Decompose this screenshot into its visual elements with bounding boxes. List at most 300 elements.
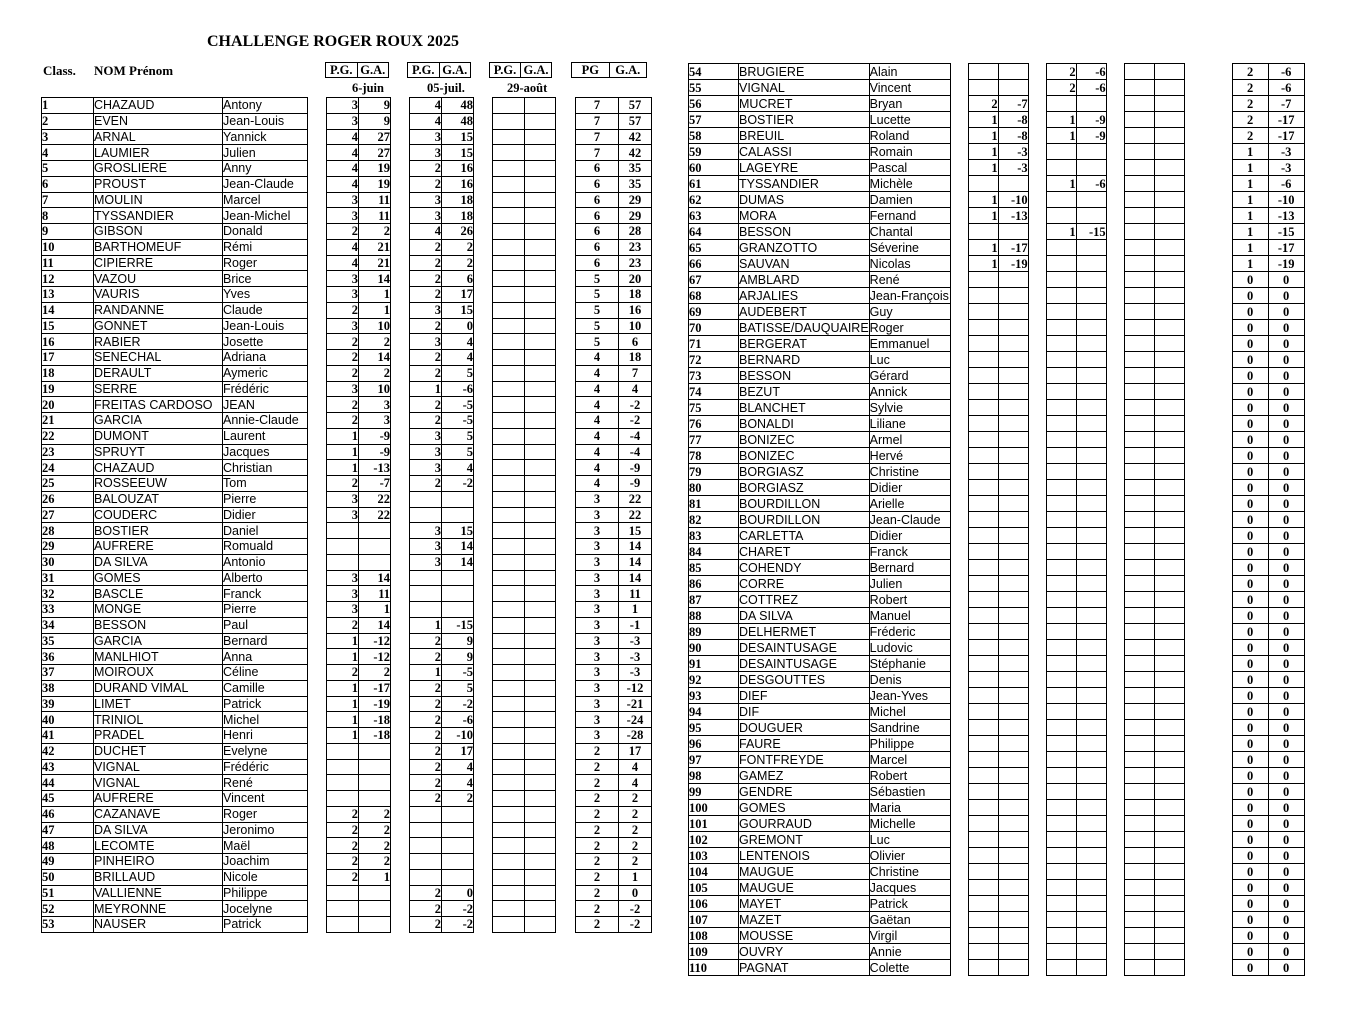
surname-cell: AUFRERE xyxy=(94,539,223,555)
ga3-cell xyxy=(1154,960,1184,976)
spacer xyxy=(474,318,493,334)
spacer xyxy=(950,736,968,752)
pg1-cell: 4 xyxy=(327,145,359,161)
ga-total-cell: 0 xyxy=(1268,832,1304,848)
rank-cell: 94 xyxy=(689,704,739,720)
spacer xyxy=(1106,944,1124,960)
spacer xyxy=(1028,816,1046,832)
pg2-cell: 2 xyxy=(410,350,442,366)
spacer xyxy=(391,791,410,807)
ga3-cell xyxy=(525,854,556,870)
firstname-cell: Paul xyxy=(223,617,308,633)
surname-cell: GIBSON xyxy=(94,224,223,240)
spacer xyxy=(391,570,410,586)
firstname-cell: Sandrine xyxy=(869,720,950,736)
ga-total-header: G.A. xyxy=(609,63,647,77)
ga3-cell xyxy=(1154,672,1184,688)
spacer xyxy=(556,381,576,397)
spacer xyxy=(950,544,968,560)
table-row xyxy=(42,806,652,822)
ga2-cell xyxy=(1076,160,1106,176)
pg-total-cell: 3 xyxy=(576,570,619,586)
surname-cell: MONGE xyxy=(94,602,223,618)
ga3-cell xyxy=(525,397,556,413)
pg1-cell xyxy=(327,759,359,775)
firstname-cell: Robert xyxy=(869,768,950,784)
spacer xyxy=(950,448,968,464)
table-row xyxy=(689,336,1305,352)
table-row xyxy=(689,592,1305,608)
spacer xyxy=(1028,720,1046,736)
pg2-cell: 3 xyxy=(410,145,442,161)
spacer xyxy=(950,816,968,832)
ga-header: G.A. xyxy=(357,63,389,77)
spacer xyxy=(950,336,968,352)
pg3-cell xyxy=(1124,800,1154,816)
spacer xyxy=(1106,112,1124,128)
pg1-cell xyxy=(968,512,998,528)
spacer xyxy=(1106,560,1124,576)
table-row xyxy=(42,381,652,397)
spacer xyxy=(950,192,968,208)
ga-total-cell: 18 xyxy=(619,287,652,303)
ga1-cell xyxy=(998,608,1028,624)
spacer xyxy=(474,381,493,397)
rank-cell: 51 xyxy=(42,885,94,901)
ga1-cell: -3 xyxy=(998,160,1028,176)
ga-total-cell: 0 xyxy=(1268,672,1304,688)
pg3-cell xyxy=(1124,816,1154,832)
ga1-cell xyxy=(998,816,1028,832)
pg-total-cell: 5 xyxy=(576,302,619,318)
surname-cell: LENTENOIS xyxy=(739,848,870,864)
pg1-cell xyxy=(968,320,998,336)
ga3-cell xyxy=(1154,304,1184,320)
pg2-cell: 3 xyxy=(410,192,442,208)
spacer xyxy=(1028,784,1046,800)
pg1-cell xyxy=(968,560,998,576)
ga-total-cell: -7 xyxy=(1268,96,1304,112)
pg-total-cell: 7 xyxy=(576,98,619,114)
ga1-cell xyxy=(359,743,391,759)
firstname-cell: Stéphanie xyxy=(869,656,950,672)
spacer xyxy=(308,491,327,507)
table-row xyxy=(689,272,1305,288)
pg-total-cell: 0 xyxy=(1232,528,1268,544)
ga-total-cell: 0 xyxy=(1268,384,1304,400)
pg-total-cell: 0 xyxy=(1232,592,1268,608)
spacer xyxy=(556,413,576,429)
spacer xyxy=(1028,80,1046,96)
spacer xyxy=(1106,160,1124,176)
ga-total-cell: 22 xyxy=(619,491,652,507)
spacer xyxy=(474,428,493,444)
ga2-cell xyxy=(442,491,474,507)
rank-cell: 12 xyxy=(42,271,94,287)
spacer xyxy=(1184,896,1232,912)
pg1-cell: 2 xyxy=(327,806,359,822)
table-row xyxy=(689,464,1305,480)
table-row xyxy=(42,239,652,255)
spacer xyxy=(950,288,968,304)
pg-total-cell: 3 xyxy=(576,728,619,744)
pg3-cell xyxy=(493,901,525,917)
rank-cell: 27 xyxy=(42,507,94,523)
surname-cell: FAURE xyxy=(739,736,870,752)
spacer xyxy=(474,539,493,555)
rank-cell: 107 xyxy=(689,912,739,928)
pg1-cell xyxy=(968,480,998,496)
ga2-cell xyxy=(1076,688,1106,704)
ga3-cell xyxy=(525,869,556,885)
ga-total-cell: 14 xyxy=(619,554,652,570)
spacer xyxy=(391,129,410,145)
spacer xyxy=(308,271,327,287)
pg-total-cell: 1 xyxy=(1232,192,1268,208)
pg2-cell: 1 xyxy=(1046,128,1076,144)
ga-total-cell: 18 xyxy=(619,350,652,366)
pg1-cell: 2 xyxy=(327,869,359,885)
ga-total-cell: 0 xyxy=(1268,368,1304,384)
spacer xyxy=(474,712,493,728)
pg3-cell xyxy=(1124,176,1154,192)
firstname-cell: Bernard xyxy=(223,633,308,649)
pg-total-cell: 0 xyxy=(1232,352,1268,368)
ga-total-cell: 6 xyxy=(619,334,652,350)
ga-header: G.A. xyxy=(439,63,471,77)
rank-cell: 20 xyxy=(42,397,94,413)
spacer xyxy=(474,460,493,476)
spacer xyxy=(391,460,410,476)
table-row xyxy=(42,649,652,665)
pg1-cell xyxy=(327,523,359,539)
spacer xyxy=(556,539,576,555)
spacer xyxy=(1184,464,1232,480)
pg1-cell xyxy=(968,832,998,848)
surname-cell: MAZET xyxy=(739,912,870,928)
firstname-cell: Christian xyxy=(223,460,308,476)
pg-total-cell: 0 xyxy=(1232,480,1268,496)
pg2-cell xyxy=(410,570,442,586)
surname-cell: CHAZAUD xyxy=(94,460,223,476)
rank-cell: 97 xyxy=(689,752,739,768)
pg2-cell xyxy=(1046,816,1076,832)
firstname-cell: Jean-Michel xyxy=(223,208,308,224)
firstname-cell: Pierre xyxy=(223,491,308,507)
ga2-cell xyxy=(1076,544,1106,560)
spacer xyxy=(1106,480,1124,496)
spacer xyxy=(474,176,493,192)
spacer xyxy=(1028,272,1046,288)
pg2-cell xyxy=(1046,192,1076,208)
firstname-cell: Virgil xyxy=(869,928,950,944)
firstname-cell: Rémi xyxy=(223,239,308,255)
pg1-cell: 1 xyxy=(327,649,359,665)
firstname-cell: Franck xyxy=(223,586,308,602)
table-row xyxy=(42,586,652,602)
page-title: CHALLENGE ROGER ROUX 2025 xyxy=(207,33,460,50)
pg3-cell xyxy=(1124,304,1154,320)
round3-header xyxy=(489,62,552,78)
ga1-cell: 19 xyxy=(359,176,391,192)
spacer xyxy=(1184,160,1232,176)
pg2-cell xyxy=(1046,240,1076,256)
spacer xyxy=(1028,864,1046,880)
spacer xyxy=(556,491,576,507)
pg3-cell xyxy=(493,775,525,791)
ga1-cell: -12 xyxy=(359,649,391,665)
spacer xyxy=(391,365,410,381)
pg-total-cell: 4 xyxy=(576,365,619,381)
ga-total-cell: 28 xyxy=(619,224,652,240)
ga1-cell xyxy=(998,288,1028,304)
pg3-cell xyxy=(1124,544,1154,560)
spacer xyxy=(474,224,493,240)
rank-cell: 65 xyxy=(689,240,739,256)
pg3-cell xyxy=(1124,416,1154,432)
table-row xyxy=(689,112,1305,128)
surname-cell: ARJALIES xyxy=(739,288,870,304)
ga3-cell xyxy=(525,822,556,838)
ga3-cell xyxy=(1154,192,1184,208)
ga1-cell xyxy=(998,624,1028,640)
firstname-cell: Frédéric xyxy=(223,759,308,775)
spacer xyxy=(308,791,327,807)
ga-total-cell: 0 xyxy=(1268,608,1304,624)
spacer xyxy=(1106,352,1124,368)
pg2-cell: 1 xyxy=(410,665,442,681)
spacer xyxy=(308,397,327,413)
table-row xyxy=(689,448,1305,464)
table-row xyxy=(42,176,652,192)
pg2-cell: 2 xyxy=(410,161,442,177)
spacer xyxy=(1106,224,1124,240)
rank-cell: 102 xyxy=(689,832,739,848)
ga1-cell xyxy=(998,496,1028,512)
spacer xyxy=(1184,128,1232,144)
pg2-cell xyxy=(410,602,442,618)
pg2-cell: 4 xyxy=(410,98,442,114)
pg2-cell xyxy=(1046,448,1076,464)
spacer xyxy=(308,302,327,318)
spacer xyxy=(1184,64,1232,80)
spacer xyxy=(1184,80,1232,96)
ga1-cell: -8 xyxy=(998,112,1028,128)
ga1-cell: 2 xyxy=(359,838,391,854)
spacer xyxy=(1106,816,1124,832)
ga1-cell xyxy=(998,896,1028,912)
surname-cell: BOSTIER xyxy=(739,112,870,128)
ga2-cell: -5 xyxy=(442,665,474,681)
spacer xyxy=(1028,368,1046,384)
pg2-cell xyxy=(1046,320,1076,336)
spacer xyxy=(391,224,410,240)
spacer xyxy=(1106,864,1124,880)
firstname-cell: Manuel xyxy=(869,608,950,624)
ga-total-cell: 11 xyxy=(619,586,652,602)
pg1-cell xyxy=(968,448,998,464)
surname-cell: BREUIL xyxy=(739,128,870,144)
spacer xyxy=(556,602,576,618)
surname-cell: DESGOUTTES xyxy=(739,672,870,688)
rank-cell: 11 xyxy=(42,255,94,271)
surname-cell: LAUMIER xyxy=(94,145,223,161)
spacer xyxy=(308,901,327,917)
pg3-cell xyxy=(493,381,525,397)
ga3-cell xyxy=(1154,768,1184,784)
pg3-cell xyxy=(493,728,525,744)
ga-total-cell: 0 xyxy=(1268,496,1304,512)
firstname-cell: Romuald xyxy=(223,539,308,555)
ga2-cell xyxy=(1076,384,1106,400)
spacer xyxy=(391,806,410,822)
ga3-cell xyxy=(1154,112,1184,128)
table-row xyxy=(689,656,1305,672)
rank-cell: 16 xyxy=(42,334,94,350)
ga2-cell xyxy=(1076,784,1106,800)
pg-total-cell: 0 xyxy=(1232,928,1268,944)
ga3-cell xyxy=(1154,176,1184,192)
firstname-cell: Maria xyxy=(869,800,950,816)
ga1-cell xyxy=(998,416,1028,432)
rank-cell: 13 xyxy=(42,287,94,303)
ga2-cell: 17 xyxy=(442,287,474,303)
spacer xyxy=(1106,704,1124,720)
ga-total-cell: 15 xyxy=(619,523,652,539)
pg1-cell xyxy=(968,624,998,640)
spacer xyxy=(391,917,410,933)
firstname-cell: Christine xyxy=(869,464,950,480)
spacer xyxy=(308,917,327,933)
ga-total-cell: -19 xyxy=(1268,256,1304,272)
spacer xyxy=(556,350,576,366)
spacer xyxy=(950,352,968,368)
ga-total-cell: 0 xyxy=(1268,912,1304,928)
spacer xyxy=(308,602,327,618)
spacer xyxy=(308,192,327,208)
spacer xyxy=(1106,672,1124,688)
spacer xyxy=(308,129,327,145)
ga2-cell: -2 xyxy=(442,901,474,917)
spacer xyxy=(950,368,968,384)
pg3-cell xyxy=(1124,784,1154,800)
ga1-cell: 22 xyxy=(359,507,391,523)
firstname-cell: Jean-Claude xyxy=(869,512,950,528)
surname-cell: GARCIA xyxy=(94,633,223,649)
pg-total-cell: 0 xyxy=(1232,336,1268,352)
pg-total-cell: 0 xyxy=(1232,416,1268,432)
spacer xyxy=(1028,752,1046,768)
spacer xyxy=(1106,176,1124,192)
pg-total-cell: 0 xyxy=(1232,688,1268,704)
pg1-cell: 1 xyxy=(968,144,998,160)
pg-total-cell: 0 xyxy=(1232,400,1268,416)
ga2-cell: 2 xyxy=(442,791,474,807)
firstname-cell: Yves xyxy=(223,287,308,303)
ga-total-cell: 4 xyxy=(619,381,652,397)
ga2-cell: 18 xyxy=(442,208,474,224)
ga3-cell xyxy=(525,255,556,271)
spacer xyxy=(1184,832,1232,848)
spacer xyxy=(950,80,968,96)
pg-total-cell: 2 xyxy=(576,901,619,917)
table-row xyxy=(689,896,1305,912)
spacer xyxy=(474,476,493,492)
spacer xyxy=(308,633,327,649)
pg-total-cell: 3 xyxy=(576,617,619,633)
spacer xyxy=(1028,512,1046,528)
surname-cell: MORA xyxy=(739,208,870,224)
spacer xyxy=(391,98,410,114)
ga1-cell: -8 xyxy=(998,128,1028,144)
spacer xyxy=(1106,272,1124,288)
ga3-cell xyxy=(1154,352,1184,368)
spacer xyxy=(474,854,493,870)
ga2-cell xyxy=(1076,448,1106,464)
spacer xyxy=(950,400,968,416)
pg2-cell: 2 xyxy=(410,365,442,381)
surname-cell: GARCIA xyxy=(94,413,223,429)
ga1-cell: 11 xyxy=(359,208,391,224)
name-header: NOM Prénom xyxy=(94,63,174,78)
spacer xyxy=(308,680,327,696)
surname-cell: BLANCHET xyxy=(739,400,870,416)
surname-cell: LECOMTE xyxy=(94,838,223,854)
firstname-cell: Michel xyxy=(223,712,308,728)
ga3-cell xyxy=(525,176,556,192)
firstname-cell: Henri xyxy=(223,728,308,744)
spacer xyxy=(556,428,576,444)
ga-total-cell: 0 xyxy=(1268,416,1304,432)
pg3-cell xyxy=(493,869,525,885)
spacer xyxy=(474,145,493,161)
pg-total-cell: 0 xyxy=(1232,960,1268,976)
ga3-cell xyxy=(1154,384,1184,400)
spacer xyxy=(474,743,493,759)
ga1-cell: 3 xyxy=(359,413,391,429)
spacer xyxy=(391,476,410,492)
ga3-cell xyxy=(525,113,556,129)
ga-total-cell: -13 xyxy=(1268,208,1304,224)
pg1-cell: 1 xyxy=(327,728,359,744)
pg-total-cell: 0 xyxy=(1232,832,1268,848)
spacer xyxy=(950,800,968,816)
ga-total-cell: 0 xyxy=(1268,304,1304,320)
ga2-cell xyxy=(1076,144,1106,160)
spacer xyxy=(556,665,576,681)
surname-cell: CAZANAVE xyxy=(94,806,223,822)
spacer xyxy=(308,239,327,255)
spacer xyxy=(1028,528,1046,544)
surname-cell: BESSON xyxy=(739,224,870,240)
ga-total-cell: -17 xyxy=(1268,240,1304,256)
rank-cell: 52 xyxy=(42,901,94,917)
ga2-cell xyxy=(1076,832,1106,848)
surname-cell: DURAND VIMAL xyxy=(94,680,223,696)
ga3-cell xyxy=(525,413,556,429)
ga1-cell: 22 xyxy=(359,491,391,507)
pg3-cell xyxy=(493,161,525,177)
spacer xyxy=(474,806,493,822)
table-row xyxy=(42,917,652,933)
spacer xyxy=(556,885,576,901)
pg1-cell: 4 xyxy=(327,176,359,192)
ga3-cell xyxy=(1154,688,1184,704)
pg3-cell xyxy=(493,145,525,161)
ga2-cell xyxy=(1076,208,1106,224)
rank-cell: 50 xyxy=(42,869,94,885)
surname-cell: BASCLE xyxy=(94,586,223,602)
